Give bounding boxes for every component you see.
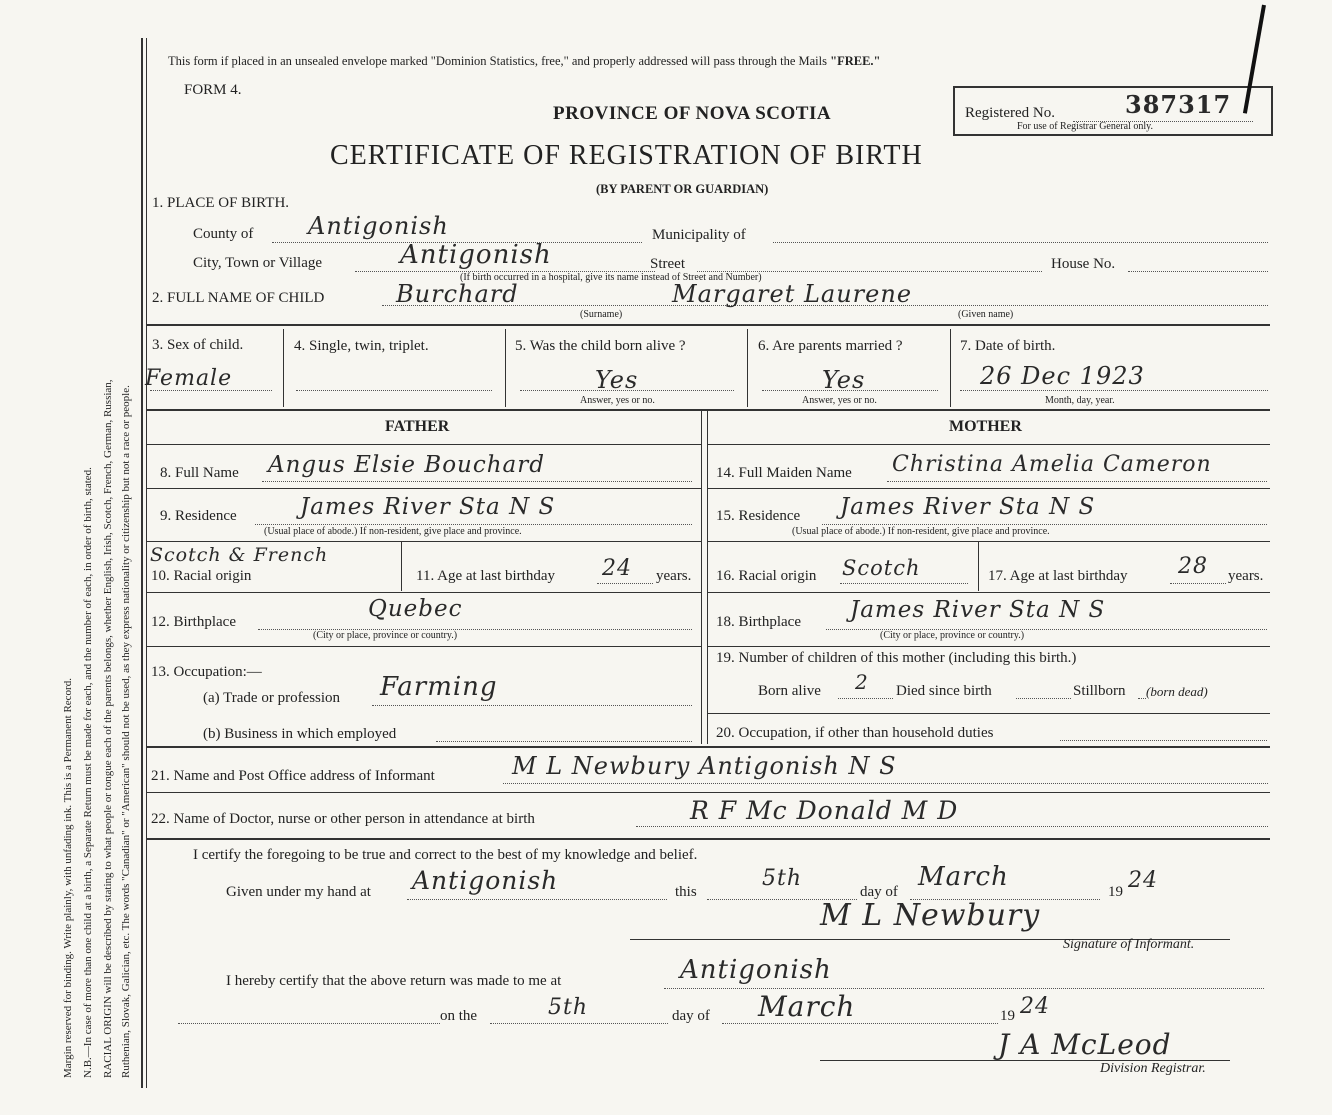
doctor-value: R F Mc Donald M D xyxy=(690,796,959,825)
father-residence-note: (Usual place of abode.) If non-resident, give place and province. xyxy=(264,526,522,537)
child-given-name-value: Margaret Laurene xyxy=(672,280,913,308)
informant-signature: M L Newbury xyxy=(820,898,1041,933)
province-heading: PROVINCE OF NOVA SCOTIA xyxy=(553,103,832,124)
born-alive-count: 2 xyxy=(855,670,869,694)
trade-label: (a) Trade or profession xyxy=(203,690,341,706)
form-number: FORM 4. xyxy=(184,82,242,98)
mother-racial-origin-value: Scotch xyxy=(842,556,921,580)
margin-note-racial-origin: RACIAL ORIGIN will be described by stating to what people or tongue each of the parents belongs, whether English, Irish, Scotch, French, German, Russian, xyxy=(102,379,114,1078)
form-left-border xyxy=(141,38,143,1088)
mother-birthplace-value: James River Sta N S xyxy=(850,597,1106,623)
informant-label: 21. Name and Post Office address of Informant xyxy=(151,768,435,784)
born-alive-label: Born alive xyxy=(758,683,821,699)
city-value: Antigonish xyxy=(400,240,552,270)
date-of-birth-label: 7. Date of birth. xyxy=(960,338,1056,354)
registrar-month-value: March xyxy=(758,990,856,1023)
parents-married-answer: Yes xyxy=(822,366,866,394)
mother-age-unit: years. xyxy=(1228,568,1264,584)
registrar-year-value: 24 xyxy=(1020,994,1050,1019)
mother-residence-value: James River Sta N S xyxy=(840,494,1096,520)
father-residence-value: James River Sta N S xyxy=(300,494,556,520)
father-heading: FATHER xyxy=(385,418,450,435)
certificate-subtitle: (BY PARENT OR GUARDIAN) xyxy=(596,182,769,196)
on-the-label: on the xyxy=(440,1008,478,1024)
mother-residence-note: (Usual place of abode.) If non-resident, give place and province. xyxy=(792,526,1050,537)
father-birthplace-note: (City or place, province or country.) xyxy=(313,630,458,641)
certify-day-value: 5th xyxy=(762,866,803,891)
given-under-label: Given under my hand at xyxy=(226,884,371,900)
given-name-note: (Given name) xyxy=(958,309,1014,320)
mother-residence-label: 15. Residence xyxy=(716,508,801,524)
born-alive-answer: Yes xyxy=(595,366,639,394)
informant-value: M L Newbury Antigonish N S xyxy=(512,752,897,780)
signature-informant-label: Signature of Informant. xyxy=(1063,937,1195,952)
date-of-birth-note: Month, day, year. xyxy=(1045,395,1115,406)
father-name-label: 8. Full Name xyxy=(160,465,239,481)
father-age-unit: years. xyxy=(656,568,692,584)
surname-note: (Surname) xyxy=(580,309,623,320)
mail-note: This form if placed in an unsealed envelope marked "Dominion Statistics, free," and properly addressed will pass through the Mails "FREE." xyxy=(168,54,881,68)
multiple-birth-label: 4. Single, twin, triplet. xyxy=(294,338,429,354)
stillborn-note: (born dead) xyxy=(1146,684,1208,699)
mother-birthplace-note: (City or place, province or country.) xyxy=(880,630,1025,641)
county-value: Antigonish xyxy=(308,212,449,240)
stillborn-label: Stillborn xyxy=(1073,683,1126,699)
sex-label: 3. Sex of child. xyxy=(152,337,244,353)
registrar-statement: I hereby certify that the above return was made to me at xyxy=(226,973,562,989)
county-label: County of xyxy=(193,226,254,242)
born-alive-question-label: 5. Was the child born alive ? xyxy=(515,338,686,354)
registered-number: 387317 xyxy=(1125,90,1232,119)
certify-statement: I certify the foregoing to be true and correct to the best of my knowledge and belief. xyxy=(193,847,698,863)
parents-married-note: Answer, yes or no. xyxy=(802,395,877,406)
registered-box xyxy=(953,86,1273,136)
registrar-day-value: 5th xyxy=(548,995,589,1020)
mother-children-label: 19. Number of children of this mother (including this birth.) xyxy=(716,650,1077,666)
father-birthplace-value: Quebec xyxy=(368,596,463,622)
margin-note-racial-origin-cont: Ruthenian, Slovak, Galician, etc. The words "Canadian" or "American" should not be used, as they express nationality or citizenship but not a race or people. xyxy=(120,385,132,1078)
sex-value: Female xyxy=(145,366,233,391)
registrar-day-of-label: day of xyxy=(672,1008,710,1024)
municipality-label: Municipality of xyxy=(652,227,746,243)
business-label: (b) Business in which employed xyxy=(203,726,397,742)
certify-year-value: 24 xyxy=(1128,868,1158,893)
division-registrar-label: Division Registrar. xyxy=(1100,1061,1206,1076)
registrar-year-prefix: 19 xyxy=(1000,1008,1015,1024)
city-label: City, Town or Village xyxy=(193,255,323,271)
child-name-label: 2. FULL NAME OF CHILD xyxy=(152,290,325,306)
house-no-label: House No. xyxy=(1051,256,1116,272)
certify-day-of-label: day of xyxy=(860,884,898,900)
margin-note-binding: Margin reserved for binding. Write plainly, with unfading ink. This is a Permanent Record. xyxy=(62,678,74,1078)
registrar-signature: J A McLeod xyxy=(998,1028,1172,1061)
form-left-border-inner xyxy=(146,38,147,1088)
trade-value: Farming xyxy=(380,672,498,702)
registered-label: Registered No. xyxy=(965,105,1055,121)
mother-occupation-label: 20. Occupation, if other than household duties xyxy=(716,725,994,741)
father-name-value: Angus Elsie Bouchard xyxy=(268,452,545,478)
mother-name-value: Christina Amelia Cameron xyxy=(892,452,1212,477)
mother-racial-origin-label: 16. Racial origin xyxy=(716,568,817,584)
mother-age-value: 28 xyxy=(1178,554,1208,579)
hospital-note: (If birth occurred in a hospital, give its name instead of Street and Number) xyxy=(460,272,762,283)
given-place-value: Antigonish xyxy=(412,866,559,895)
died-since-birth-label: Died since birth xyxy=(896,683,992,699)
place-of-birth-label: 1. PLACE OF BIRTH. xyxy=(152,195,290,211)
father-racial-origin-label: 10. Racial origin xyxy=(151,568,252,584)
registrar-place-value: Antigonish xyxy=(680,955,832,985)
mother-name-label: 14. Full Maiden Name xyxy=(716,465,852,481)
margin-note-multiple-births: N.B.—In case of more than one child at a birth, a Separate Return must be made for each, and the number of each, in order of birth, stated. xyxy=(82,467,94,1078)
father-age-value: 24 xyxy=(602,556,632,581)
child-surname-value: Burchard xyxy=(396,280,519,308)
date-of-birth-value: 26 Dec 1923 xyxy=(980,362,1145,390)
mother-heading: MOTHER xyxy=(949,418,1022,435)
doctor-label: 22. Name of Doctor, nurse or other person in attendance at birth xyxy=(151,811,535,827)
this-label: this xyxy=(675,884,697,900)
born-alive-note: Answer, yes or no. xyxy=(580,395,655,406)
father-birthplace-label: 12. Birthplace xyxy=(151,614,236,630)
street-label: Street xyxy=(650,256,685,272)
mother-birthplace-label: 18. Birthplace xyxy=(716,614,801,630)
father-residence-label: 9. Residence xyxy=(160,508,237,524)
registrar-note: For use of Registrar General only. xyxy=(1017,121,1153,132)
certificate-title: CERTIFICATE OF REGISTRATION OF BIRTH xyxy=(330,140,923,171)
certify-year-prefix: 19 xyxy=(1108,884,1123,900)
certify-month-value: March xyxy=(918,862,1009,892)
father-racial-origin-value: Scotch & French xyxy=(150,544,329,566)
parents-married-label: 6. Are parents married ? xyxy=(758,338,903,354)
father-age-label: 11. Age at last birthday xyxy=(416,568,555,584)
mother-age-label: 17. Age at last birthday xyxy=(988,568,1128,584)
father-occupation-label: 13. Occupation:— xyxy=(151,664,262,680)
